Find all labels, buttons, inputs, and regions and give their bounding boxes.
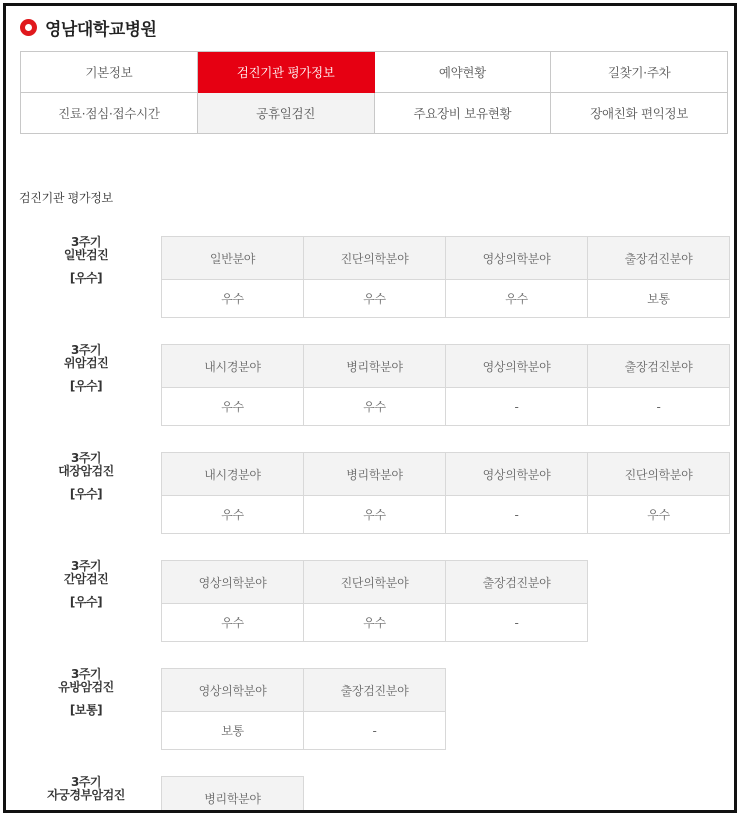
field-grade: 우수 (162, 604, 304, 642)
field-header: 내시경분야 (162, 453, 304, 496)
section-title: 검진기관 평가정보 (19, 191, 113, 205)
evaluation-table (161, 344, 730, 426)
tab-directions-parking[interactable]: 길찾기·주차 (551, 52, 728, 93)
field-grade: - (446, 388, 588, 426)
group-name: 간암검진 (63, 572, 109, 586)
field-header: 내시경분야 (162, 345, 304, 388)
evaluation-table (161, 668, 446, 750)
group-label (26, 236, 146, 285)
field-grade: 우수 (304, 388, 446, 426)
field-header: 영상의학분야 (446, 345, 588, 388)
field-grade: 보통 (162, 712, 304, 750)
field-header: 진단의학분야 (588, 453, 730, 496)
page-frame (3, 3, 737, 813)
group-cycle: 3주기 (70, 775, 102, 789)
group-grade: [우수] (69, 271, 103, 285)
field-header: 출장검진분야 (446, 561, 588, 604)
field-grade: - (304, 712, 446, 750)
field-header: 영상의학분야 (446, 453, 588, 496)
group-name: 유방암검진 (58, 680, 114, 694)
field-grade: 보통 (588, 280, 730, 318)
tab-holiday-checkup[interactable]: 공휴일검진 (198, 93, 375, 134)
field-grade: 우수 (304, 280, 446, 318)
field-grade: - (588, 388, 730, 426)
field-grade: 우수 (162, 388, 304, 426)
evaluation-table (161, 236, 730, 318)
group-grade: [우수] (69, 595, 103, 609)
tab-equipment-status[interactable]: 주요장비 보유현황 (375, 93, 552, 134)
group-grade: [보통] (69, 703, 103, 717)
field-header: 병리학분야 (304, 345, 446, 388)
group-cycle: 3주기 (70, 667, 102, 681)
field-grade: - (446, 496, 588, 534)
tab-clinic-hours[interactable]: 진료·점심·접수시간 (21, 93, 198, 134)
field-grade: 우수 (162, 496, 304, 534)
hospital-logo-icon (20, 19, 37, 36)
field-header: 병리학분야 (304, 453, 446, 496)
group-cycle: 3주기 (70, 343, 102, 357)
evaluation-table (161, 452, 730, 534)
tab-evaluation-info[interactable]: 검진기관 평가정보 (198, 52, 375, 93)
group-name: 자궁경부암검진 (47, 788, 125, 802)
group-label (26, 776, 146, 812)
field-grade: 우수 (304, 496, 446, 534)
field-grade: 우수 (304, 604, 446, 642)
field-header: 진단의학분야 (304, 561, 446, 604)
field-grade: 우수 (446, 280, 588, 318)
group-cycle: 3주기 (70, 235, 102, 249)
hospital-name: 영남대학교병원 (45, 19, 157, 40)
group-cycle: 3주기 (70, 451, 102, 465)
group-label (26, 560, 146, 609)
hospital-header (20, 14, 156, 40)
info-tabs (20, 51, 728, 134)
evaluation-table (161, 776, 304, 813)
group-grade: [우수] (69, 379, 103, 393)
field-grade: 우수 (162, 280, 304, 318)
field-header: 영상의학분야 (162, 669, 304, 712)
field-grade: - (446, 604, 588, 642)
tab-accessibility-info[interactable]: 장애친화 편익정보 (551, 93, 728, 134)
field-header: 영상의학분야 (162, 561, 304, 604)
field-header: 출장검진분야 (588, 237, 730, 280)
group-label (26, 452, 146, 501)
field-header: 영상의학분야 (446, 237, 588, 280)
field-header: 병리학분야 (162, 777, 304, 813)
field-header: 출장검진분야 (588, 345, 730, 388)
group-cycle: 3주기 (70, 559, 102, 573)
group-label (26, 344, 146, 393)
tab-reservation-status[interactable]: 예약현황 (375, 52, 552, 93)
group-name: 대장암검진 (58, 464, 114, 478)
tab-basic-info[interactable]: 기본정보 (21, 52, 198, 93)
group-label (26, 668, 146, 717)
field-grade: 우수 (588, 496, 730, 534)
field-header: 출장검진분야 (304, 669, 446, 712)
field-header: 진단의학분야 (304, 237, 446, 280)
group-name: 위암검진 (63, 356, 109, 370)
evaluation-table (161, 560, 588, 642)
group-grade: [우수] (69, 487, 103, 501)
field-header: 일반분야 (162, 237, 304, 280)
group-name: 일반검진 (63, 248, 109, 262)
